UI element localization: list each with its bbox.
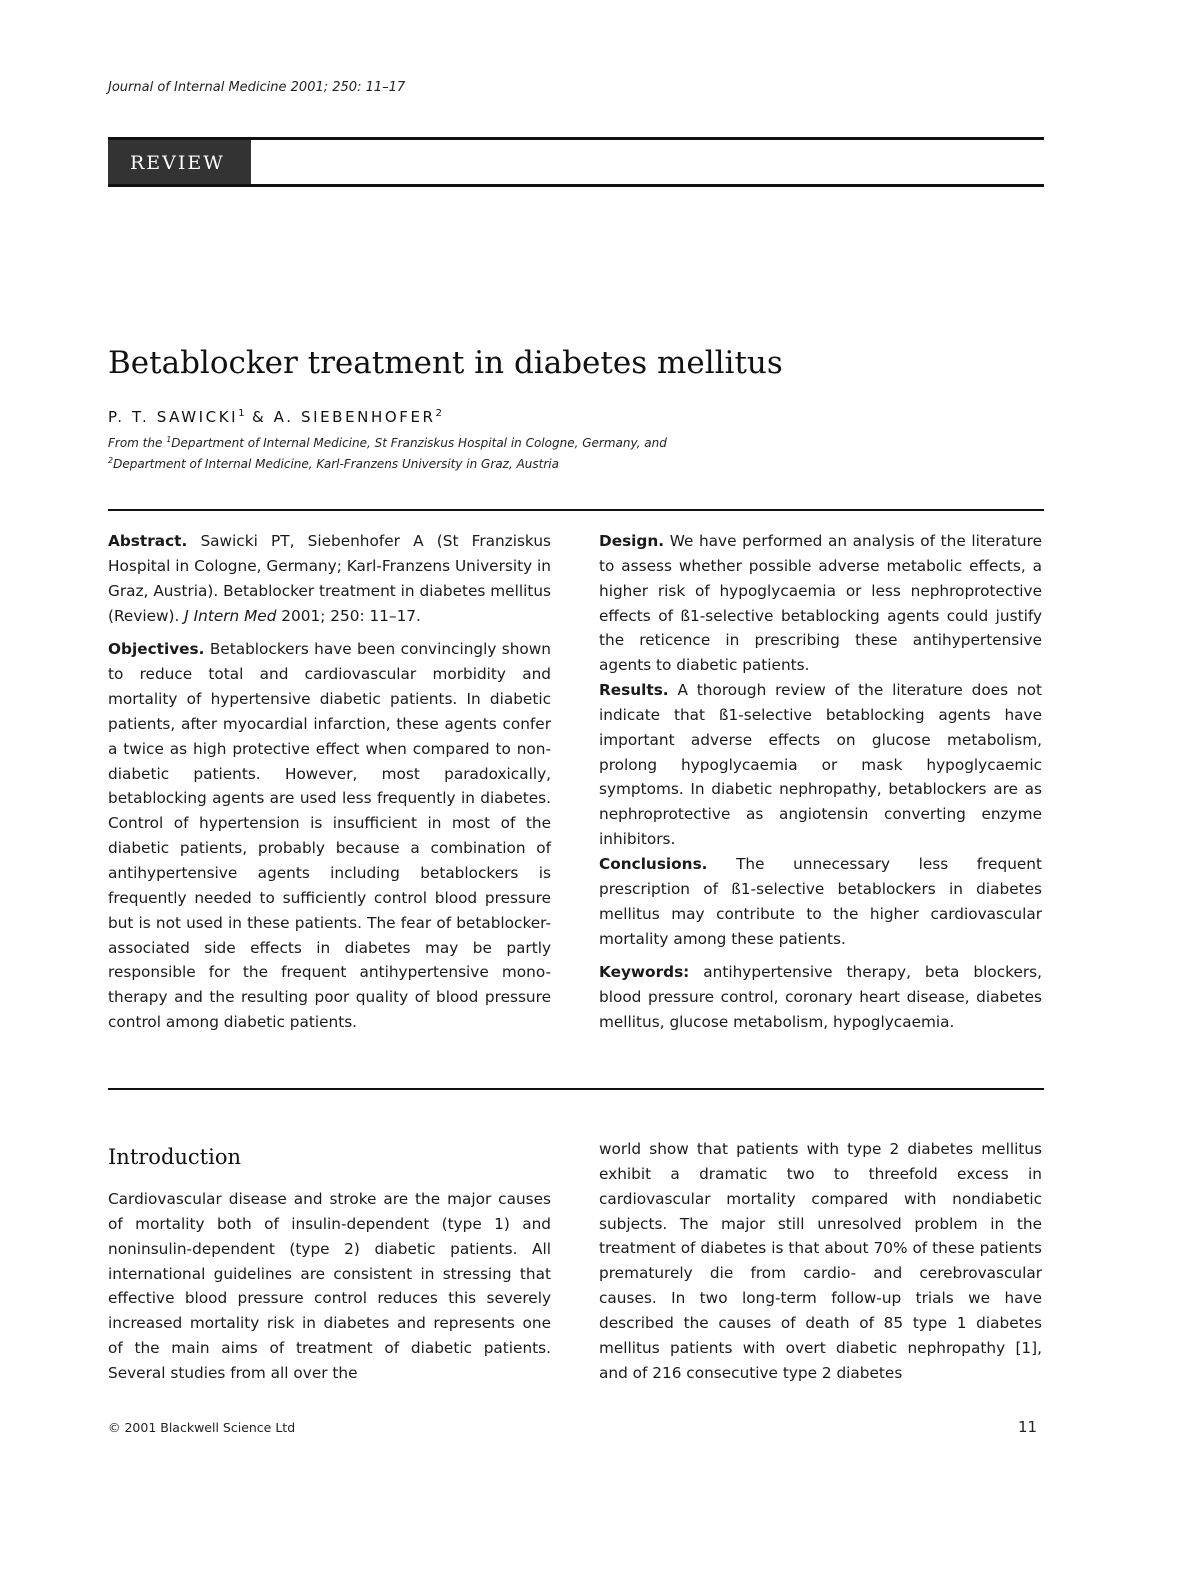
keywords-label: Keywords: (599, 963, 690, 982)
abstract-results (599, 678, 1042, 852)
article-title: Betablocker treatment in diabetes mellitus (108, 345, 783, 381)
abstract-design (599, 529, 1042, 678)
abstract-left-column (108, 529, 551, 1035)
results-label: Results. (599, 681, 669, 700)
section-label: REVIEW (108, 140, 251, 186)
abstract-top-rule (108, 509, 1044, 511)
abstract-keywords (599, 960, 1042, 1035)
introduction-paragraph-continued: world show that patients with type 2 diabetes mellitus exhibit a dramatic two to threefold excess in cardiovascular mortality compared with nondiabetic subjects. The major still unresolved problem in the treatment of diabetes is that about 70% of these patients prematurely die from cardio- and cerebrovascular causes. In two long-term follow-up trials we have described the causes of death of 85 type 1 diabetes mellitus patients with overt diabetic nephropathy [1], and of 216 consecutive type 2 diabetes (599, 1140, 1042, 1382)
abstract-label: Abstract. (108, 532, 188, 550)
abstract-citation-text: Sawicki PT, Siebenhofer A (St Franziskus Hospital in Cologne, Germany; Karl-Franzens University in Graz, Austria). Betablocker treatment in diabetes mellitus (Review). (108, 532, 551, 625)
conclusions-label: Conclusions. (599, 854, 708, 873)
author-2: A. SIEBENHOFER (273, 408, 436, 426)
introduction-left-column (108, 1187, 551, 1386)
conclusions-text: The unnecessary less frequent prescription of ß1-selective betablockers in diabetes mellitus may contribute to the higher cardiovascular mortality among these patients. (599, 854, 1042, 948)
abstract-bottom-rule (108, 1088, 1044, 1090)
introduction-heading: Introduction (108, 1145, 241, 1169)
author-2-affil-mark: 2 (435, 408, 442, 419)
copyright-notice: © 2001 Blackwell Science Ltd (108, 1420, 296, 1435)
journal-citation: Journal of Internal Medicine 2001; 250: 11–17 (108, 80, 406, 95)
abstract-right-column (599, 529, 1042, 1035)
abstract-objectives (108, 637, 551, 1035)
affiliation-2-mark: 2 (108, 456, 114, 465)
results-text: A thorough review of the literature does not indicate that ß1-selective betablocking agents have important adverse effects on glucose metabolism, prolong hypoglycaemia or mask hypoglycaemic symptoms. In diabetic nephropathy, betablockers are as nephroprotective as angiotensin converting enzyme inhibitors. (599, 681, 1042, 849)
abstract-citation-tail: 2001; 250: 11–17. (281, 606, 421, 625)
affiliation-prefix: From the (108, 436, 167, 450)
affiliation-1-mark: 1 (166, 435, 172, 444)
keywords-text: antihypertensive therapy, beta blockers, blood pressure control, coronary heart disease, diabetes mellitus, glucose metabolism, hypoglycaemia. (599, 963, 1042, 1032)
author-1: P. T. SAWICKI (108, 408, 239, 426)
author-1-affil-mark: 1 (238, 408, 245, 419)
introduction-right-column (599, 1137, 1042, 1385)
affiliation-2-text: Department of Internal Medicine, Karl-Franzens University in Graz, Austria (113, 457, 559, 471)
author-line (108, 408, 442, 426)
header-bottom-rule (108, 184, 1044, 187)
affiliation-1 (108, 435, 667, 450)
design-label: Design. (599, 532, 665, 550)
abstract-citation (108, 529, 551, 628)
journal-abbreviation: J Intern Med (184, 606, 277, 625)
page-number: 11 (1018, 1418, 1038, 1436)
author-separator: & (244, 408, 274, 426)
affiliation-2 (108, 456, 559, 471)
objectives-text: Betablockers have been convincingly shown to reduce total and cardiovascular morbidity and mortality of hypertensive diabetic patients. In diabetic patients, after myocardial infarction, these agents confer a twice as high protective effect when compared to non-diabetic patients. However, most paradoxically, betablocking agents are used less frequently in diabetes. Control of hypertension is insufficient in most of the diabetic patients, probably because a combination of antihypertensive agents including betablockers is frequently needed to sufficiently control blood pressure but is not used in these patients. The fear of betablocker-associated side effects in diabetes may be partly responsible for the frequent antihypertensive mono-therapy and the resulting poor quality of blood pressure control among diabetic patients. (108, 640, 551, 1032)
design-text: We have performed an analysis of the literature to assess whether possible adverse metabolic effects, a higher risk of hypoglycaemia or less nephroprotective effects of ß1-selective betablocking agents could justify the reticence in prescribing these antihypertensive agents to diabetic patients. (599, 532, 1042, 675)
introduction-paragraph-1: Cardiovascular disease and stroke are the major causes of mortality both of insulin-dependent (type 1) and noninsulin-dependent (type 2) diabetic patients. All international guidelines are consistent in stressing that effective blood pressure control reduces this severely increased mortality risk in diabetes and represents one of the main aims of treatment of diabetic patients. Several studies from all over the (108, 1190, 551, 1382)
abstract-conclusions (599, 852, 1042, 951)
affiliation-1-text: Department of Internal Medicine, St Franziskus Hospital in Cologne, Germany, and (171, 436, 667, 450)
objectives-label: Objectives. (108, 640, 205, 659)
